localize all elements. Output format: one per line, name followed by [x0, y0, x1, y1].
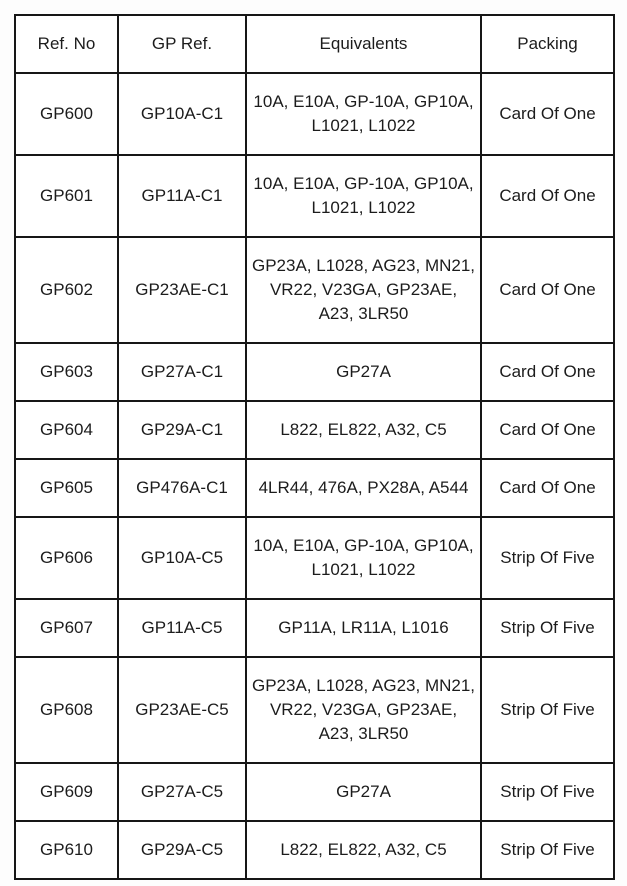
- gp-ref-cell: GP476A-C1: [118, 459, 246, 517]
- equivalents-cell: L822, EL822, A32, C5: [246, 401, 481, 459]
- table-row: [15, 599, 614, 657]
- ref-no-cell: GP604: [15, 401, 118, 459]
- table-row: [15, 657, 614, 763]
- ref-no-cell: GP603: [15, 343, 118, 401]
- packing-cell: Card Of One: [481, 237, 614, 343]
- packing-cell: Strip Of Five: [481, 599, 614, 657]
- table-row: [15, 73, 614, 155]
- gp-ref-cell: GP11A-C1: [118, 155, 246, 237]
- ref-no-cell: GP610: [15, 821, 118, 879]
- equivalents-cell: 4LR44, 476A, PX28A, A544: [246, 459, 481, 517]
- table-row: [15, 517, 614, 599]
- table-row: [15, 821, 614, 879]
- table-row: [15, 401, 614, 459]
- ref-no-cell: GP607: [15, 599, 118, 657]
- ref-no-cell: GP609: [15, 763, 118, 821]
- packing-cell: Strip Of Five: [481, 763, 614, 821]
- ref-no-cell: GP601: [15, 155, 118, 237]
- table-row: [15, 237, 614, 343]
- gp-ref-cell: GP10A-C5: [118, 517, 246, 599]
- gp-ref-cell: GP27A-C5: [118, 763, 246, 821]
- equivalents-cell: 10A, E10A, GP-10A, GP10A, L1021, L1022: [246, 517, 481, 599]
- header-gp-ref: GP Ref.: [118, 15, 246, 73]
- header-packing: Packing: [481, 15, 614, 73]
- gp-ref-cell: GP29A-C1: [118, 401, 246, 459]
- gp-ref-cell: GP27A-C1: [118, 343, 246, 401]
- packing-cell: Card Of One: [481, 401, 614, 459]
- equivalents-cell: 10A, E10A, GP-10A, GP10A, L1021, L1022: [246, 73, 481, 155]
- table-header-row: [15, 15, 614, 73]
- table-row: [15, 763, 614, 821]
- equivalents-cell: GP23A, L1028, AG23, MN21, VR22, V23GA, GP23AE, A23, 3LR50: [246, 657, 481, 763]
- table-row: [15, 343, 614, 401]
- header-equivalents: Equivalents: [246, 15, 481, 73]
- gp-ref-cell: GP29A-C5: [118, 821, 246, 879]
- packing-cell: Strip Of Five: [481, 657, 614, 763]
- equivalents-cell: GP23A, L1028, AG23, MN21, VR22, V23GA, GP23AE, A23, 3LR50: [246, 237, 481, 343]
- equivalents-cell: 10A, E10A, GP-10A, GP10A, L1021, L1022: [246, 155, 481, 237]
- ref-no-cell: GP606: [15, 517, 118, 599]
- header-ref-no: Ref. No: [15, 15, 118, 73]
- equivalents-cell: L822, EL822, A32, C5: [246, 821, 481, 879]
- equivalents-cell: GP27A: [246, 763, 481, 821]
- packing-cell: Strip Of Five: [481, 517, 614, 599]
- ref-no-cell: GP608: [15, 657, 118, 763]
- ref-no-cell: GP605: [15, 459, 118, 517]
- equivalents-cell: GP27A: [246, 343, 481, 401]
- gp-ref-cell: GP11A-C5: [118, 599, 246, 657]
- equivalents-cell: GP11A, LR11A, L1016: [246, 599, 481, 657]
- packing-cell: Card Of One: [481, 459, 614, 517]
- gp-ref-cell: GP23AE-C5: [118, 657, 246, 763]
- table-row: [15, 155, 614, 237]
- ref-no-cell: GP602: [15, 237, 118, 343]
- battery-cross-reference-table: [14, 14, 615, 880]
- packing-cell: Card Of One: [481, 343, 614, 401]
- packing-cell: Card Of One: [481, 73, 614, 155]
- gp-ref-cell: GP23AE-C1: [118, 237, 246, 343]
- gp-ref-cell: GP10A-C1: [118, 73, 246, 155]
- packing-cell: Strip Of Five: [481, 821, 614, 879]
- ref-no-cell: GP600: [15, 73, 118, 155]
- table-body: [15, 73, 614, 879]
- table-row: [15, 459, 614, 517]
- packing-cell: Card Of One: [481, 155, 614, 237]
